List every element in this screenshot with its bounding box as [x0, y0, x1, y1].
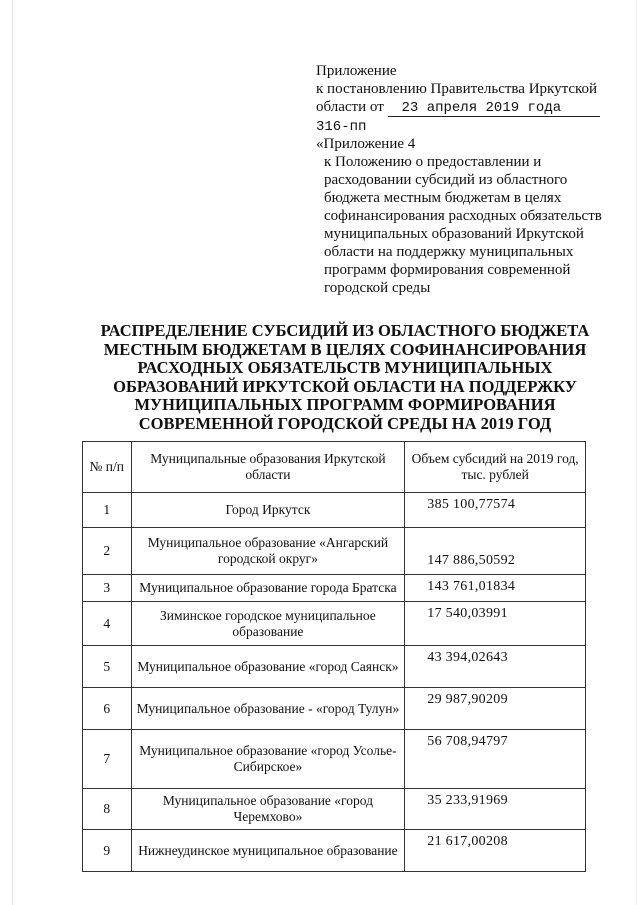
- title-line: СОВРЕМЕННОЙ ГОРОДСКОЙ СРЕДЫ НА 2019 ГОД: [138, 413, 552, 433]
- row-amount: 35 233,91969: [405, 789, 586, 830]
- appendix-date-prefix: области от: [316, 99, 384, 115]
- table-row: [83, 493, 586, 528]
- row-num: 2: [83, 528, 132, 575]
- title-line: ОБРАЗОВАНИЙ ИРКУТСКОЙ ОБЛАСТИ НА ПОДДЕРЖКУ: [113, 376, 577, 396]
- row-amount: 147 886,50592: [405, 528, 586, 575]
- row-num: 3: [83, 575, 132, 602]
- row-num: 1: [83, 493, 132, 528]
- row-name: Муниципальное образование «город Саянск»: [131, 646, 405, 688]
- appendix-sub-title: «Приложение 4: [316, 136, 416, 152]
- row-name: Муниципальное образование - «город Тулун»: [131, 688, 405, 730]
- row-amount: 56 708,94797: [405, 730, 586, 789]
- scan-edge-right: [636, 0, 637, 905]
- title-line: МЕСТНЫМ БЮДЖЕТАМ В ЦЕЛЯХ СОФИНАНСИРОВАНИЯ: [103, 339, 587, 359]
- scan-edge-left: [12, 0, 13, 905]
- regulation-line: области на поддержку муниципальных: [324, 244, 574, 260]
- row-num: 9: [83, 830, 132, 872]
- row-name: Муниципальное образование города Братска: [131, 575, 405, 602]
- row-num: 5: [83, 646, 132, 688]
- table-row: [83, 528, 586, 575]
- header-num: № п/п: [83, 442, 132, 493]
- regulation-line: муниципальных образований Иркутской: [324, 226, 584, 242]
- row-amount: 385 100,77574: [405, 493, 586, 528]
- row-name: Зиминское городское муниципальное образование: [131, 602, 405, 646]
- header-name: Муниципальные образования Иркутской области: [131, 442, 405, 493]
- table-header-row: [83, 442, 586, 493]
- appendix-block: [316, 62, 616, 297]
- regulation-reference: [316, 153, 616, 297]
- regulation-line: софинансирования расходных обязательств: [324, 208, 602, 224]
- row-name: Муниципальное образование «город Усолье-Сибирское»: [131, 730, 405, 789]
- table-row: [83, 575, 586, 602]
- table-row: [83, 830, 586, 872]
- title-line: МУНИЦИПАЛЬНЫХ ПРОГРАММ ФОРМИРОВАНИЯ: [134, 395, 556, 414]
- row-name: Муниципальное образование «Ангарский городской округ»: [131, 528, 405, 575]
- regulation-line: программ формирования современной: [324, 262, 571, 278]
- title-line: РАСХОДНЫХ ОБЯЗАТЕЛЬСТВ МУНИЦИПАЛЬНЫХ: [137, 358, 553, 377]
- appendix-line: Приложение: [316, 63, 397, 79]
- regulation-line: бюджета местным бюджетам в целях: [324, 190, 562, 206]
- regulation-line: городской среды: [324, 280, 431, 296]
- row-num: 8: [83, 789, 132, 830]
- row-amount: 17 540,03991: [405, 602, 586, 646]
- row-amount: 143 761,01834: [405, 575, 586, 602]
- row-name: Нижнеудинское муниципальное образование: [131, 830, 405, 872]
- row-name: Город Иркутск: [131, 493, 405, 528]
- regulation-line: к Положению о предоставлении и: [324, 154, 542, 170]
- row-name: Муниципальное образование «город Черемхово»: [131, 789, 405, 830]
- row-num: 6: [83, 688, 132, 730]
- table-row: [83, 789, 586, 830]
- header-amount: Объем субсидий на 2019 год, тыс. рублей: [405, 442, 586, 493]
- row-amount: 21 617,00208: [405, 830, 586, 872]
- table-row: [83, 688, 586, 730]
- table-row: [83, 602, 586, 646]
- document-title: [95, 322, 595, 433]
- row-amount: 43 394,02643: [405, 646, 586, 688]
- table-row: [83, 646, 586, 688]
- appendix-date: 23 апреля 2019 года: [388, 101, 600, 117]
- row-amount: 29 987,90209: [405, 688, 586, 730]
- appendix-number: 316-пп: [316, 119, 367, 135]
- title-line: РАСПРЕДЕЛЕНИЕ СУБСИДИЙ ИЗ ОБЛАСТНОГО БЮДЖЕТА: [100, 321, 590, 340]
- row-num: 4: [83, 602, 132, 646]
- table-row: [83, 730, 586, 789]
- subsidy-table: [82, 441, 586, 872]
- regulation-line: расходовании субсидий из областного: [324, 172, 568, 188]
- row-num: 7: [83, 730, 132, 789]
- appendix-resolution-line: к постановлению Правительства Иркутской: [316, 81, 598, 97]
- appendix-number-row: [316, 117, 616, 135]
- appendix-date-row: [316, 98, 616, 117]
